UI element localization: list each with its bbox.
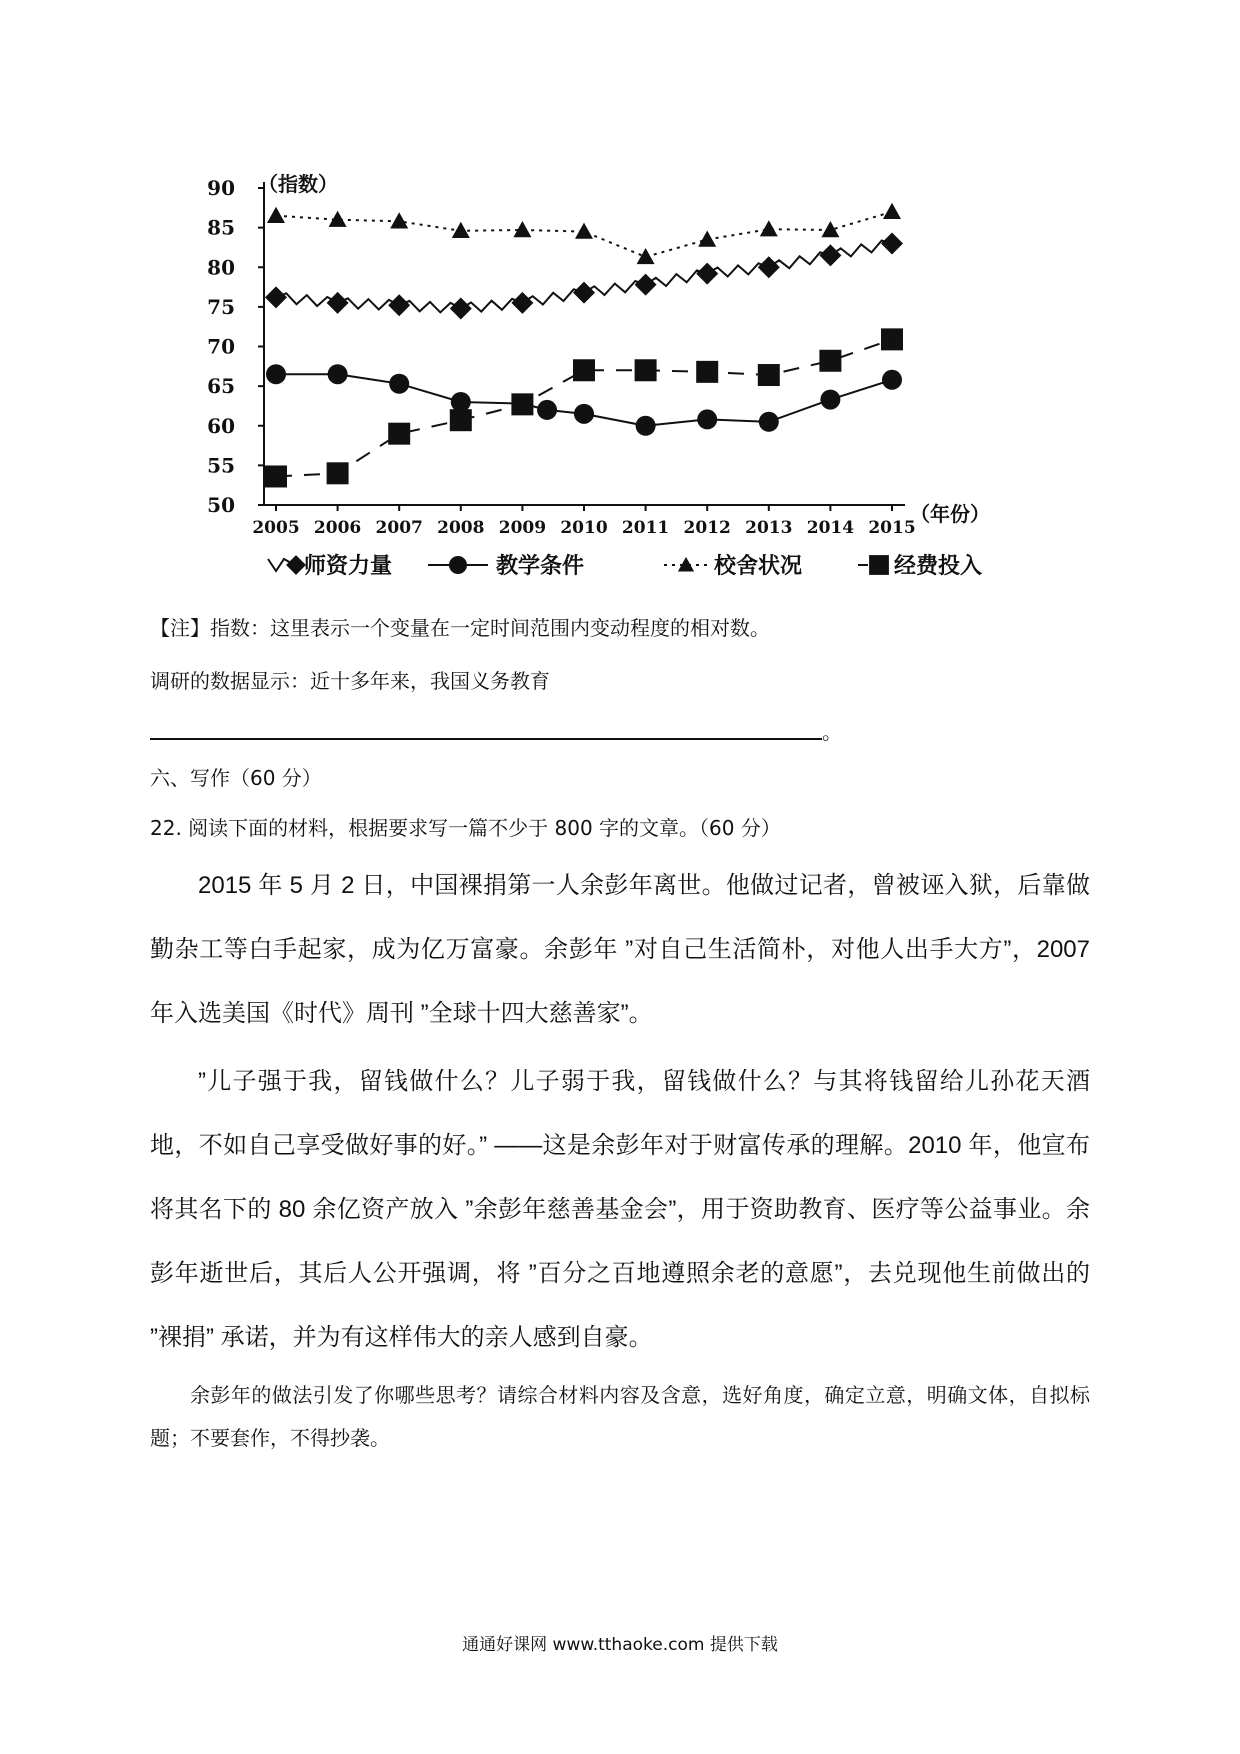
y-tick-label: 55 — [207, 453, 235, 478]
x-tick-label: 2011 — [621, 518, 670, 538]
y-tick-label: 50 — [207, 493, 235, 517]
data-point-series-3 — [388, 423, 410, 445]
legend-label-3: 经费投入 — [894, 553, 983, 579]
y-tick-label: 70 — [207, 334, 235, 359]
data-point-series-0 — [696, 263, 718, 285]
data-point-series-3 — [450, 409, 472, 431]
survey-prompt: 调研的数据显示：近十多年来，我国义务教育 — [150, 669, 550, 693]
data-point-series-2 — [883, 203, 901, 219]
answer-blank-line — [150, 738, 822, 740]
y-tick-label: 80 — [207, 255, 235, 280]
section-title: 六、写作（60 分） — [150, 766, 322, 790]
data-point-series-2 — [452, 222, 470, 238]
data-point-series-3 — [265, 465, 287, 487]
data-point-series-1 — [451, 392, 471, 412]
x-tick-label: 2007 — [375, 518, 423, 538]
chart-series-markers — [265, 203, 903, 488]
y-axis-title: （指数） — [258, 172, 338, 196]
legend-label-2: 校舍状况 — [714, 553, 803, 579]
data-point-series-1 — [636, 416, 656, 436]
y-tick-label: 85 — [207, 215, 235, 240]
page-footer: 通通好课网 www.tthaoke.com 提供下载 — [462, 1635, 778, 1655]
data-point-series-2 — [390, 212, 408, 228]
data-point-series-2 — [637, 248, 655, 264]
data-point-series-1 — [328, 364, 348, 384]
data-point-series-0 — [388, 294, 410, 316]
data-point-series-2 — [698, 231, 716, 247]
data-point-series-3 — [758, 364, 780, 386]
x-tick-label: 2005 — [252, 518, 300, 538]
data-point-series-0 — [450, 297, 472, 319]
x-tick-label: 2006 — [313, 518, 362, 538]
data-point-series-2 — [329, 211, 347, 227]
data-point-series-1 — [574, 404, 594, 424]
legend-marker-3 — [869, 555, 889, 575]
y-tick-label: 60 — [207, 413, 235, 438]
data-point-series-3 — [696, 361, 718, 383]
data-point-series-0 — [758, 256, 780, 278]
data-point-series-1 — [389, 374, 409, 394]
x-tick-label: 2010 — [560, 518, 608, 538]
data-point-series-0 — [573, 282, 595, 304]
data-point-series-3 — [635, 359, 657, 381]
x-axis-title: （年份） — [910, 502, 990, 526]
data-point-series-2 — [760, 220, 778, 236]
education-index-line-chart — [0, 0, 1240, 600]
data-point-series-3 — [327, 462, 349, 484]
data-point-series-1 — [882, 370, 902, 390]
legend-label-0: 师资力量 — [304, 553, 393, 579]
material-paragraph-2: ”儿子强于我，留钱做什么？儿子弱于我，留钱做什么？与其将钱留给儿孙花天酒地，不如自己享受做好事的好。” ——这是余彭年对于财富传承的理解。2010 年，他宣布将其名下的 80 余亿资产放入 ”余彭年慈善基金会”，用于资助教育、医疗等公益事业。余彭年逝世后，其后人公开强调，将 ”百分之百地遵照余老的意愿”，去兑现他生前做出的 ”裸捐” 承诺，并为有这样伟大的亲人感到自豪。 — [150, 1068, 1090, 1351]
data-point-series-1 — [759, 412, 779, 432]
question-22: 22. 阅读下面的材料，根据要求写一篇不少于 800 字的文章。（60 分） — [150, 816, 781, 840]
data-point-series-3 — [511, 393, 533, 415]
data-point-series-0 — [819, 244, 841, 266]
data-point-series-1 — [697, 409, 717, 429]
data-point-series-0 — [881, 232, 903, 254]
data-point-series-1 — [820, 390, 840, 410]
x-tick-label: 2013 — [745, 518, 793, 538]
data-point-series-2 — [267, 207, 285, 223]
data-point-series-1 — [266, 364, 286, 384]
y-tick-label: 90 — [207, 176, 235, 200]
x-tick-label: 2008 — [437, 518, 485, 538]
data-point-series-2 — [575, 223, 593, 239]
x-tick-label: 2009 — [498, 518, 547, 538]
answer-blank-period: 。 — [822, 720, 842, 744]
data-point-series-0 — [635, 274, 657, 296]
data-point-extra — [537, 400, 557, 420]
legend-label-1: 教学条件 — [496, 553, 585, 579]
data-point-series-3 — [573, 359, 595, 381]
y-tick-label: 75 — [207, 294, 235, 319]
data-point-series-0 — [265, 286, 287, 308]
chart-note: 【注】指数：这里表示一个变量在一定时间范围内变动程度的相对数。 — [150, 616, 770, 640]
chart-legend — [268, 553, 982, 579]
x-tick-label: 2015 — [868, 518, 916, 538]
chart-series-lines — [276, 212, 892, 477]
writing-instruction: 余彭年的做法引发了你哪些思考？请综合材料内容及含意，选好角度，确定立意，明确文体，自拟标题；不要套作，不得抄袭。 — [150, 1383, 1090, 1450]
y-tick-label: 65 — [207, 374, 235, 399]
data-point-series-3 — [819, 350, 841, 372]
legend-marker-1 — [449, 556, 467, 574]
data-point-series-3 — [881, 328, 903, 350]
x-tick-label: 2014 — [806, 518, 855, 538]
legend-marker-0 — [286, 555, 306, 575]
x-tick-label: 2012 — [683, 518, 731, 538]
data-point-series-0 — [327, 292, 349, 314]
data-point-series-0 — [511, 292, 533, 314]
chart-axes — [207, 172, 990, 538]
material-paragraph-1: 2015 年 5 月 2 日，中国裸捐第一人余彭年离世。他做过记者，曾被诬入狱，后靠做勤杂工等白手起家，成为亿万富豪。余彭年 ”对自己生活简朴，对他人出手大方”，2007 年入选美国《时代》周刊 ”全球十四大慈善家”。 — [150, 872, 1090, 1027]
